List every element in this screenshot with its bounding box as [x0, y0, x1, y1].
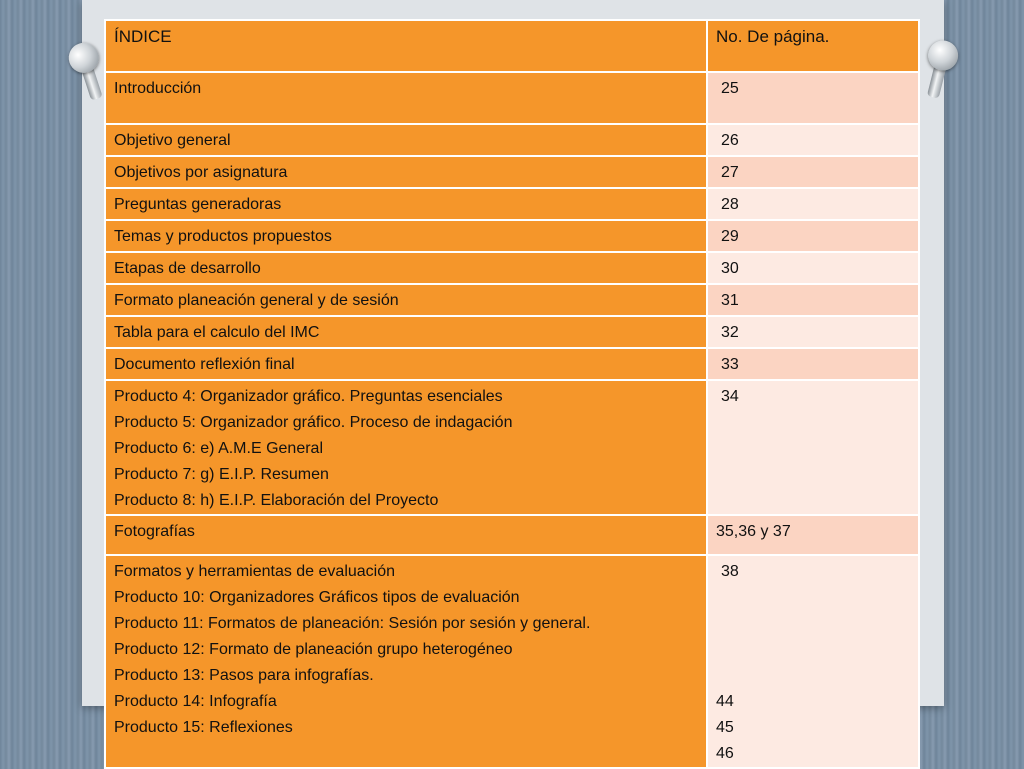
row-page: 25 [721, 80, 739, 97]
row-label: Tabla para el calculo del IMC [105, 316, 707, 348]
evaluation-list [105, 555, 707, 768]
row-label: Objetivo general [105, 124, 707, 156]
header-page-number: No. De página. [707, 20, 919, 72]
table-row [105, 156, 919, 188]
product-line: Producto 8: h) E.I.P. Elaboración del Proyecto [114, 492, 439, 509]
row-label: Documento reflexión final [105, 348, 707, 380]
index-table [104, 19, 920, 769]
table-row [105, 188, 919, 220]
evaluation-page: 45 [716, 719, 734, 736]
row-label: Etapas de desarrollo [105, 252, 707, 284]
photos-page: 35,36 y 37 [716, 523, 791, 540]
table-header-row [105, 20, 919, 72]
row-page: 33 [721, 356, 739, 373]
row-label: Temas y productos propuestos [105, 220, 707, 252]
table-row [105, 124, 919, 156]
evaluation-line: Producto 11: Formatos de planeación: Sesión por sesión y general. [114, 615, 591, 632]
evaluation-page: 44 [716, 693, 734, 710]
table-row [105, 348, 919, 380]
table-row [105, 316, 919, 348]
table-row [105, 252, 919, 284]
evaluation-line: Producto 15: Reflexiones [114, 719, 293, 736]
evaluation-line: Producto 10: Organizadores Gráficos tipos de evaluación [114, 589, 520, 606]
evaluation-line: Producto 14: Infografía [114, 693, 277, 710]
product-line: Producto 4: Organizador gráfico. Preguntas esenciales [114, 388, 503, 405]
evaluation-line: Producto 13: Pasos para infografías. [114, 667, 374, 684]
evaluation-page: 46 [716, 745, 734, 762]
photos-row [105, 515, 919, 555]
table-row [105, 72, 919, 124]
product-line: Producto 7: g) E.I.P. Resumen [114, 466, 329, 483]
products-list [105, 380, 707, 515]
row-page: 30 [721, 260, 739, 277]
row-label: Introducción [105, 72, 707, 124]
row-page: 26 [721, 132, 739, 149]
products-row [105, 380, 919, 515]
row-label: Objetivos por asignatura [105, 156, 707, 188]
evaluation-page: 38 [721, 563, 739, 580]
header-index: ÍNDICE [105, 20, 707, 72]
row-page: 31 [721, 292, 739, 309]
evaluation-row [105, 555, 919, 768]
product-line: Producto 5: Organizador gráfico. Proceso de indagación [114, 414, 513, 431]
products-page: 34 [721, 388, 739, 405]
row-label: Preguntas generadoras [105, 188, 707, 220]
row-page: 29 [721, 228, 739, 245]
photos-label: Fotografías [105, 515, 707, 555]
row-page: 32 [721, 324, 739, 341]
evaluation-line: Producto 12: Formato de planeación grupo heterogéneo [114, 641, 513, 658]
evaluation-line: Formatos y herramientas de evaluación [114, 563, 396, 580]
table-row [105, 220, 919, 252]
table-row [105, 284, 919, 316]
row-label: Formato planeación general y de sesión [105, 284, 707, 316]
product-line: Producto 6: e) A.M.E General [114, 440, 323, 457]
row-page: 28 [721, 196, 739, 213]
row-page: 27 [721, 164, 739, 181]
